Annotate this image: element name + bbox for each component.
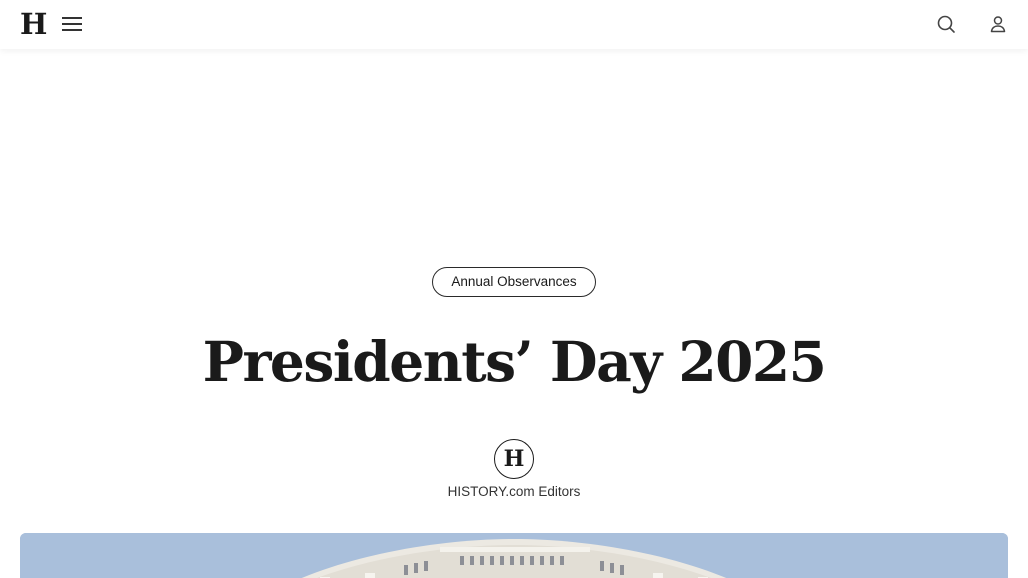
- search-icon: [935, 13, 957, 35]
- hero-image: [20, 533, 1008, 578]
- white-house-illustration: [20, 533, 1008, 578]
- hamburger-menu-icon: [60, 14, 84, 34]
- author-name[interactable]: HISTORY.com Editors: [447, 484, 581, 499]
- search-button[interactable]: [935, 13, 957, 35]
- author-avatar[interactable]: H: [494, 439, 534, 479]
- user-icon: [987, 13, 1009, 35]
- menu-button[interactable]: [60, 14, 84, 34]
- article-title: Presidents’ Day 2025: [202, 329, 826, 394]
- account-button[interactable]: [987, 13, 1009, 35]
- category-tag[interactable]: Annual Observances: [432, 267, 596, 297]
- site-logo[interactable]: H: [20, 7, 47, 41]
- site-header: [0, 0, 1028, 49]
